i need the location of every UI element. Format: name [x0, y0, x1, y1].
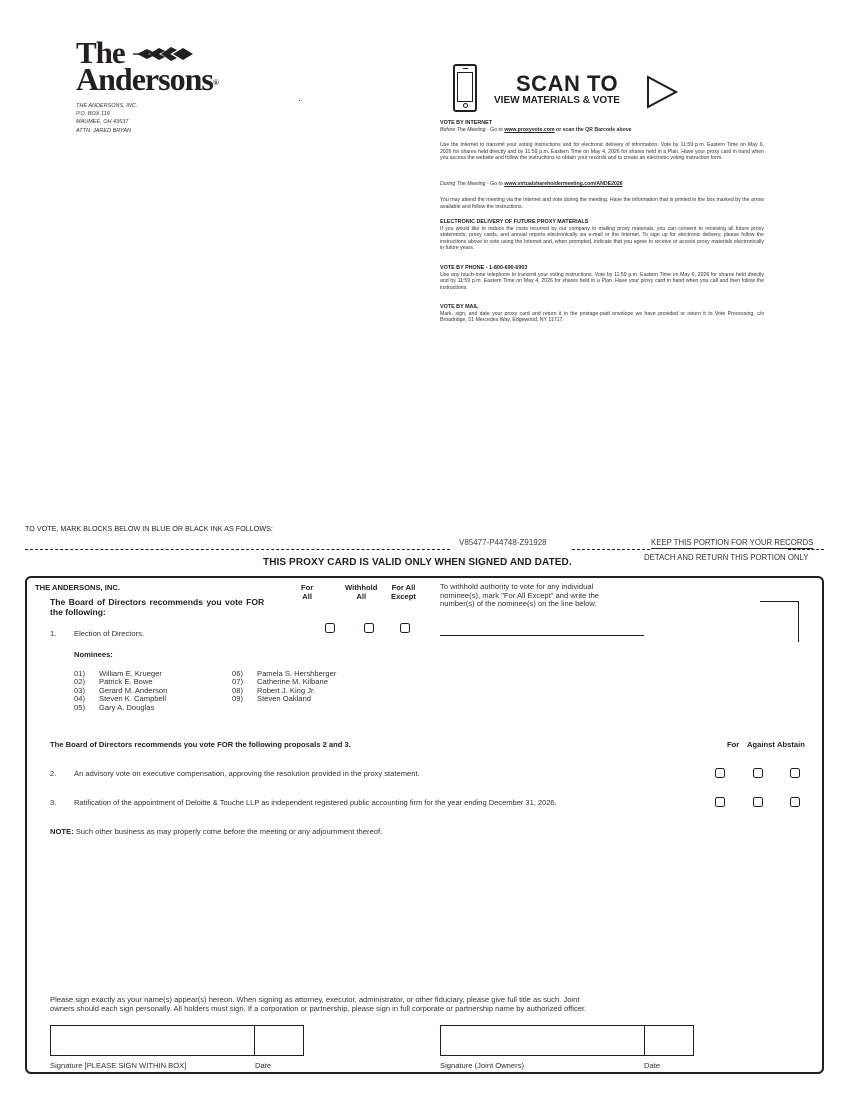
- mail-heading: VOTE BY MAIL: [440, 304, 479, 310]
- item-1-text: Election of Directors.: [74, 629, 145, 638]
- joint-date-box[interactable]: [644, 1025, 694, 1056]
- proxy-card: [25, 576, 824, 1074]
- col-for-all-except: For All Except: [391, 583, 416, 601]
- scan-title: SCAN TO: [516, 71, 619, 96]
- nominee: 03) Gerard M. Anderson: [74, 685, 168, 695]
- company-logo: [76, 35, 236, 97]
- phone-heading: VOTE BY PHONE - 1-800-690-6903: [440, 265, 528, 271]
- checkbox-item3-for[interactable]: [715, 797, 725, 807]
- checkbox-item3-abstain[interactable]: [790, 797, 800, 807]
- logo-line-2: [76, 61, 236, 97]
- nominee: 09) Steven Oakland: [232, 694, 312, 704]
- internet-body: Use the Internet to transmit your voting instructions and for electronic delivery of information. Vote by 11:59 p.m. Eastern Time on May 6, 2026 for shares held directly and by 11:59 p.m. Eastern Time on May 4, 2026 for shares held in a Plan. Have your proxy card in hand when you access the website and follow the instructions to obtain your records and to create an electronic voting instruction form.: [440, 142, 764, 162]
- phone-body: Use any touch-tone telephone to transmit your voting instructions. Vote by 11:59 p.m. Eastern Time on May 6, 2026 for shares held directly and by 11:59 p.m. Eastern Time on May 4, 2026 for shares held in a Plan. Have your proxy card in hand when you call and then follow the instructions.: [440, 271, 764, 291]
- detach-return-label: DETACH AND RETURN THIS PORTION ONLY: [644, 553, 809, 562]
- logo-wordmark: Andersons: [76, 61, 213, 97]
- nominee: 02) Patrick E. Bowe: [74, 677, 153, 687]
- keep-portion-label: KEEP THIS PORTION FOR YOUR RECORDS: [651, 538, 814, 547]
- signing-instructions: Please sign exactly as your name(s) appear(s) hereon. When signing as attorney, executor, administrator, or other fiduciary, please give full title as such. Joint owners should each sign personally. All holders must sign. If a corporation or partnership, please sign in full corporate or partnership name by authorized officer.: [50, 995, 587, 1013]
- checkbox-item2-for[interactable]: [715, 768, 725, 778]
- detach-line: [572, 549, 650, 550]
- wheat-icon: [133, 43, 195, 65]
- address-line: P.O. BOX 119: [76, 111, 110, 118]
- item-2-text: An advisory vote on executive compensation, approving the resolution provided in the proxy statement.: [74, 769, 420, 778]
- item-2-number: 2.: [50, 769, 57, 778]
- virtual-meeting-link[interactable]: www.virtualshareholdermeeting.com/ANDE2026: [504, 181, 623, 187]
- col-for: For: [727, 740, 740, 749]
- address-line: THE ANDERSONS, INC.: [76, 103, 138, 109]
- electronic-heading: ELECTRONIC DELIVERY OF FUTURE PROXY MATERIALS: [440, 219, 589, 225]
- except-write-in-line[interactable]: [440, 635, 644, 636]
- col-abstain: Abstain: [777, 740, 805, 749]
- signature-box[interactable]: [50, 1025, 255, 1056]
- detach-line: [25, 549, 450, 550]
- vote-by-internet: [440, 120, 764, 133]
- registration-corner-mark: [760, 601, 799, 642]
- signature-label: Signature [PLEASE SIGN WITHIN BOX]: [50, 1061, 187, 1070]
- card-company: THE ANDERSONS, INC.: [35, 583, 120, 592]
- date-box[interactable]: [254, 1025, 304, 1056]
- return-address: [76, 102, 137, 135]
- col-withhold-all: Withhold All: [345, 583, 378, 601]
- joint-signature-label: Signature (Joint Owners): [440, 1061, 524, 1070]
- nominee: 01) William E. Krueger: [74, 669, 162, 678]
- proxyvote-link[interactable]: www.proxyvote.com: [504, 126, 555, 133]
- internet-before-line: Before The Meeting - Go to www.proxyvote.com or scan the QR Barcode above: [440, 126, 632, 133]
- joint-signature-box[interactable]: [440, 1025, 645, 1056]
- electronic-body: If you would like to reduce the costs incurred by our company in mailing proxy materials, you can consent to receiving all future proxy statements, proxy cards, and annual reports electronically via e-mail or the Internet. To sign up for electronic delivery, please follow the instructions above to vote using the Internet and, when prompted, indicate that you agree to receive or access proxy materials electronically in future years.: [440, 225, 764, 252]
- scan-subtitle: VIEW MATERIALS & VOTE: [494, 95, 620, 106]
- ink-instruction: TO VOTE, MARK BLOCKS BELOW IN BLUE OR BLACK INK AS FOLLOWS:: [25, 524, 273, 533]
- checkbox-withhold-all[interactable]: [364, 623, 374, 633]
- address-line: MAUMEE, OH 43537: [76, 119, 129, 126]
- item-3-number: 3.: [50, 798, 57, 807]
- vote-by-phone: [440, 265, 764, 291]
- checkbox-for-all-except[interactable]: [400, 623, 410, 633]
- checkbox-item2-against[interactable]: [753, 768, 763, 778]
- electronic-delivery: [440, 219, 764, 252]
- qr-arrow-icon: [646, 75, 678, 109]
- nominee-list-left: [74, 670, 167, 712]
- nominee: 08) Robert J. King Jr.: [232, 685, 316, 695]
- note: NOTE: Such other business as may properly come before the meeting or any adjournment thereof.: [50, 827, 383, 836]
- board-recommendation-1: The Board of Directors recommends you vote FOR: [50, 597, 265, 607]
- item-3-text: Ratification of the appointment of Deloitte & Touche LLP as independent registered public accounting firm for the year ending December 31, 2026.: [74, 798, 557, 807]
- nominee: 06) Pamela S. Hershberger: [232, 669, 337, 678]
- smartphone-icon: [453, 64, 477, 112]
- detach-line: [788, 549, 824, 550]
- withhold-instructions: To withhold authority to vote for any individual nominee(s), mark "For All Except" and write the number(s) of the nominee(s) on the line below.: [440, 582, 600, 609]
- control-number: V85477-P44748-Z91928: [459, 538, 547, 547]
- checkbox-item3-against[interactable]: [753, 797, 763, 807]
- checkbox-item2-abstain[interactable]: [790, 768, 800, 778]
- logo-line-1: The: [76, 35, 125, 70]
- mail-body: Mark, sign, and date your proxy card and return it in the postage-paid envelope we have provided or return it to Vote Processing, c/o Broadridge, 51 Mercedes Way, Edgewood, NY 11717.: [440, 310, 764, 324]
- board-recommendation-2: The Board of Directors recommends you vote FOR the following proposals 2 and 3.: [50, 740, 351, 749]
- board-recommendation-1b: the following:: [50, 607, 106, 617]
- address-line: ATTN: JARED BRYAN: [76, 127, 132, 134]
- internet-during-line: During The Meeting - Go to www.virtualshareholdermeeting.com/ANDE2026: [440, 181, 623, 187]
- checkbox-for-all[interactable]: [325, 623, 335, 633]
- col-for-all: For All: [301, 583, 314, 601]
- registered-mark: ®: [212, 78, 218, 87]
- internet-heading: VOTE BY INTERNET: [440, 120, 493, 126]
- nominee: 05) Gary A. Douglas: [74, 702, 155, 712]
- item-1-number: 1.: [50, 629, 57, 638]
- registration-dot: [299, 100, 300, 101]
- nominee: 04) Steven K. Campbell: [74, 694, 167, 704]
- nominee-list-right: [232, 670, 336, 704]
- nominee: 07) Catherine M. Kilbane: [232, 677, 328, 687]
- internet-during-body: You may attend the meeting via the Internet and vote during the meeting. Have the information that is printed in the box marked by the arrow available and follow the instructions.: [440, 197, 764, 210]
- nominees-label: Nominees:: [74, 650, 113, 659]
- valid-notice: THIS PROXY CARD IS VALID ONLY WHEN SIGNED AND DATED.: [263, 557, 572, 568]
- date-label: Date: [255, 1061, 272, 1070]
- col-against: Against: [747, 740, 775, 749]
- joint-date-label: Date: [644, 1061, 661, 1070]
- vote-by-mail: [440, 304, 764, 324]
